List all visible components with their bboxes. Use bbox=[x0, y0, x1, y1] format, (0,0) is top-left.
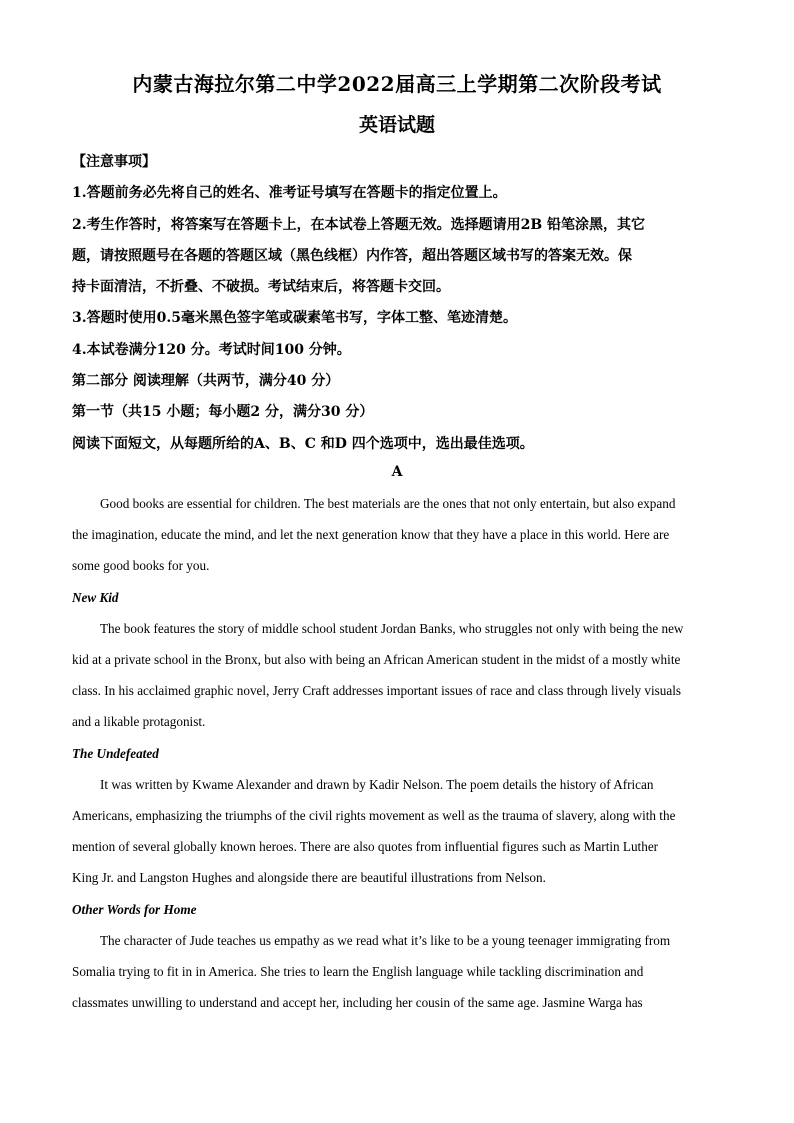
passage-letter: A bbox=[391, 464, 403, 480]
passage-line: classmates unwilling to understand and accept her, including her cousin of the same age. Jasmine Warga has bbox=[72, 995, 643, 1011]
passage-line: Somalia trying to fit in in America. She tries to learn the English language while tackling discrimination and bbox=[72, 964, 644, 980]
passage-line: and a likable protagonist. bbox=[72, 714, 206, 730]
passage-line: kid at a private school in the Bronx, but also with being an African American student in the midst of a mostly white bbox=[72, 652, 681, 668]
passage-line: The character of Jude teaches us empathy as we read what it’s like to be a young teenager immigrating from bbox=[100, 932, 671, 948]
passage-line: class. In his acclaimed graphic novel, Jerry Craft addresses important issues of race and class through lively visuals bbox=[72, 683, 682, 699]
notes-line: 4.本试卷满分120 分。考试时间100 分钟。 bbox=[72, 341, 351, 358]
subsection-heading: 第一节（共15 小题；每小题2 分，满分30 分） bbox=[72, 404, 374, 421]
passage-line: It was written by Kwame Alexander and drawn by Kadir Nelson. The poem details the history of African bbox=[100, 776, 654, 792]
exam-title: 内蒙古海拉尔第二中学2022届高三上学期第二次阶段考试 bbox=[132, 72, 662, 96]
reading-passage bbox=[72, 488, 724, 1018]
notes-line: 题，请按照题号在各题的答题区域（黑色线框）内作答，超出答题区域书写的答案无效。保 bbox=[72, 247, 632, 264]
notes-line: 2.考生作答时，将答案写在答题卡上，在本试卷上答题无效。选择题请用2B 铅笔涂黑，其它 bbox=[72, 216, 646, 233]
notes-line: 持卡面清洁，不折叠、不破损。考试结束后，将答题卡交回。 bbox=[72, 279, 450, 296]
passage-line: The book features the story of middle school student Jordan Banks, who struggles not only with being the new bbox=[100, 620, 684, 636]
notes-line: 1.答题前务必先将自己的姓名、准考证号填写在答题卡的指定位置上。 bbox=[72, 185, 507, 202]
book-title-the-undefeated: The Undefeated bbox=[72, 745, 159, 761]
passage-line: mention of several globally known heroes. There are also quotes from influential figures such as Martin Luther bbox=[72, 839, 659, 855]
passage-line: Good books are essential for children. The best materials are the ones that not only entertain, but also expand bbox=[100, 496, 676, 511]
instructions-block bbox=[72, 147, 724, 460]
book-title-other-words-for-home: Other Words for Home bbox=[72, 901, 197, 917]
passage-line: the imagination, educate the mind, and let the next generation know that they have a place in this world. Here are bbox=[72, 527, 670, 543]
section-heading: 第二部分 阅读理解（共两节，满分40 分） bbox=[72, 373, 340, 390]
passage-line: some good books for you. bbox=[72, 558, 210, 574]
exam-subtitle: 英语试题 bbox=[358, 114, 435, 136]
notes-line: 3.答题时使用0.5毫米黑色签字笔或碳素笔书写，字体工整、笔迹清楚。 bbox=[72, 310, 517, 327]
notes-heading: 【注意事项】 bbox=[72, 154, 156, 170]
book-title-new-kid: New Kid bbox=[72, 589, 119, 605]
reading-directions: 阅读下面短文，从每题所给的A、B、C 和D 四个选项中，选出最佳选项。 bbox=[72, 435, 534, 452]
passage-line: Americans, emphasizing the triumphs of the civil rights movement as well as the trauma of slavery, along with the bbox=[72, 808, 676, 824]
passage-line: King Jr. and Langston Hughes and alongside there are beautiful illustrations from Nelson. bbox=[72, 870, 546, 886]
